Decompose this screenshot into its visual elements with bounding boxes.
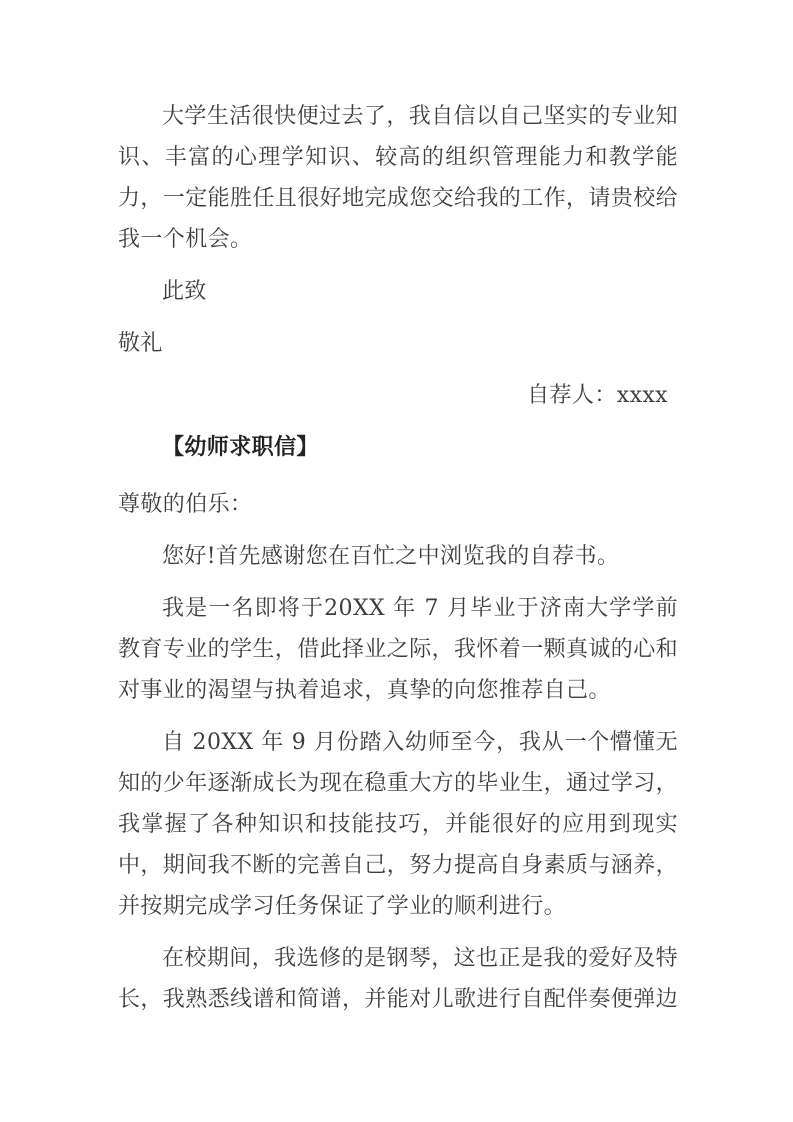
salutation: 尊敬的伯乐： [118, 492, 253, 517]
letter-paragraph: 自 20XX 年 9 月份踏入幼师至今，我从一个懵懂无知的少年逐渐成长为现在稳重大方的毕业生，通过学习，我掌握了各种知识和技能技巧，并能很好的应用到现实中，期间我不断的完善自己，努力提高自身素质与涵养，并按期完成学习任务保证了学业的顺利进行。 [118, 730, 679, 919]
closing-jingli: 敬礼 [118, 331, 163, 356]
section-heading: 【幼师求职信】 [162, 434, 319, 460]
closing-cizhi: 此致 [162, 279, 207, 304]
greeting-line: 您好!首先感谢您在百忙之中浏览我的自荐书。 [162, 544, 620, 569]
letter-paragraph: 在校期间，我选修的是钢琴，这也正是我的爱好及特长，我熟悉线谱和简谱，并能对儿歌进行自配伴奏便弹边 [118, 946, 679, 1012]
letter-paragraph: 大学生活很快便过去了，我自信以自己坚实的专业知识、丰富的心理学知识、较高的组织管理能力和教学能力，一定能胜任且很好地完成您交给我的工作，请贵校给我一个机会。 [118, 104, 679, 252]
letter-paragraph: 我是一名即将于20XX 年 7 月毕业于济南大学学前教育专业的学生，借此择业之际，我怀着一颗真诚的心和对事业的渴望与执着追求，真挚的向您推荐自己。 [118, 596, 679, 703]
signature-line: 自荐人：xxxx [527, 383, 668, 408]
letter-body [118, 96, 678, 1031]
